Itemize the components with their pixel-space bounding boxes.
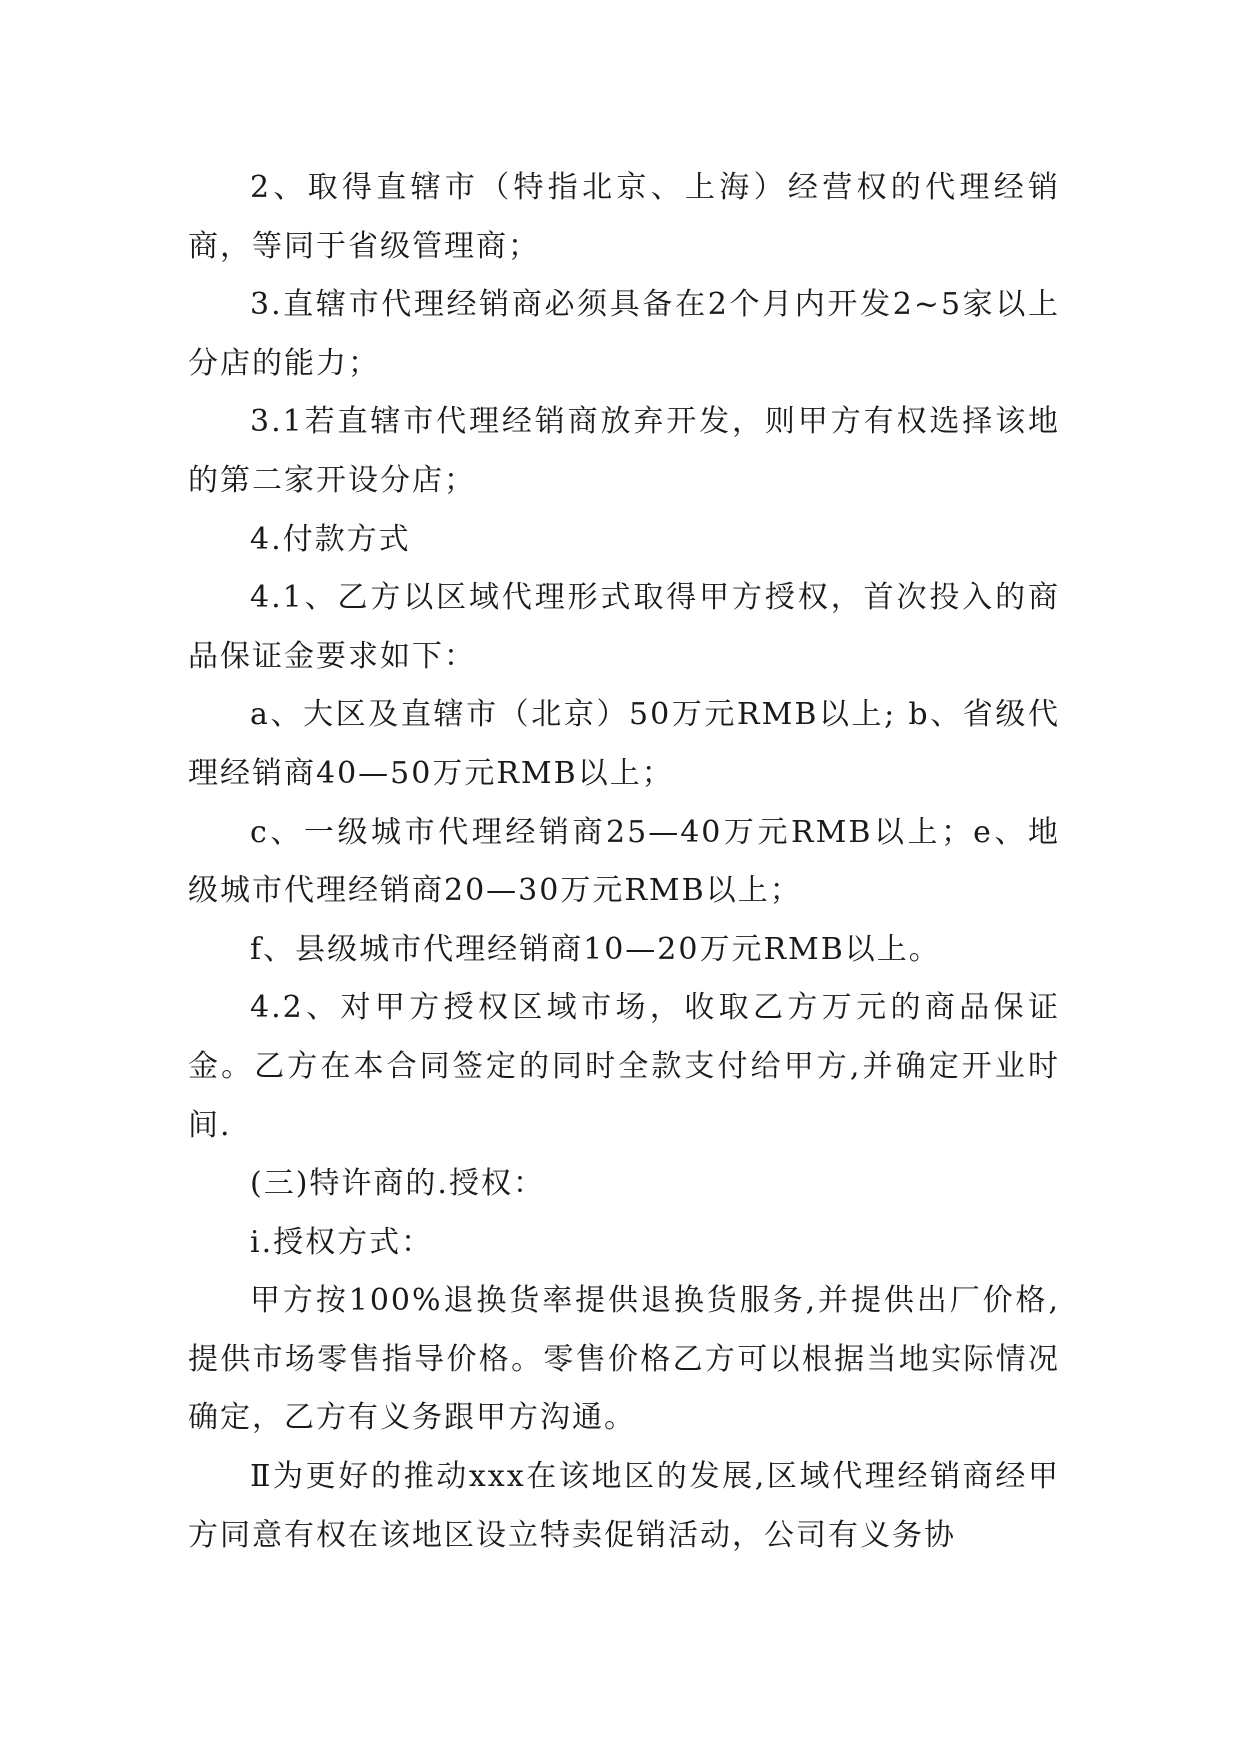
- paragraph-4: 4.付款方式: [250, 521, 411, 557]
- paragraph-7: c、一级城市代理经销商25—40万元RMB以上；e、地级城市代理经销商20—30万元RMB以上；: [188, 814, 1060, 909]
- paragraph-5: 4.1、乙方以区域代理形式取得甲方授权，首次投入的商品保证金要求如下：: [188, 580, 1060, 674]
- paragraph-10: (三)特许商的.授权：: [250, 1166, 545, 1202]
- document-body: [188, 159, 1060, 1565]
- paragraph-12: 甲方按100%退换货率提供退换货服务,并提供出厂价格,提供市场零售指导价格。零售价格乙方可以根据当地实际情况确定，乙方有义务跟甲方沟通。: [188, 1283, 1060, 1436]
- paragraph-11: i.授权方式：: [250, 1224, 434, 1260]
- paragraph-6: a、大区及直辖市（北京）50万元RMB以上; b、省级代理经销商40—50万元RMB以上；: [188, 697, 1060, 791]
- paragraph-8: f、县级城市代理经销商10—20万元RMB以上。: [250, 931, 941, 967]
- paragraph-13: Ⅱ为更好的推动xxx在该地区的发展,区域代理经销商经甲方同意有权在该地区设立特卖促销活动，公司有义务协: [188, 1459, 1060, 1553]
- paragraph-1: 2、取得直辖市（特指北京、上海）经营权的代理经销商，等同于省级管理商；: [188, 170, 1060, 264]
- paragraph-9: 4.2、对甲方授权区域市场，收取乙方万元的商品保证金。乙方在本合同签定的同时全款支付给甲方,并确定开业时间.: [188, 990, 1060, 1143]
- paragraph-2: 3.直辖市代理经销商必须具备在2个月内开发2~5家以上分店的能力；: [188, 287, 1060, 381]
- paragraph-3: 3.1若直辖市代理经销商放弃开发，则甲方有权选择该地的第二家开设分店；: [188, 404, 1060, 498]
